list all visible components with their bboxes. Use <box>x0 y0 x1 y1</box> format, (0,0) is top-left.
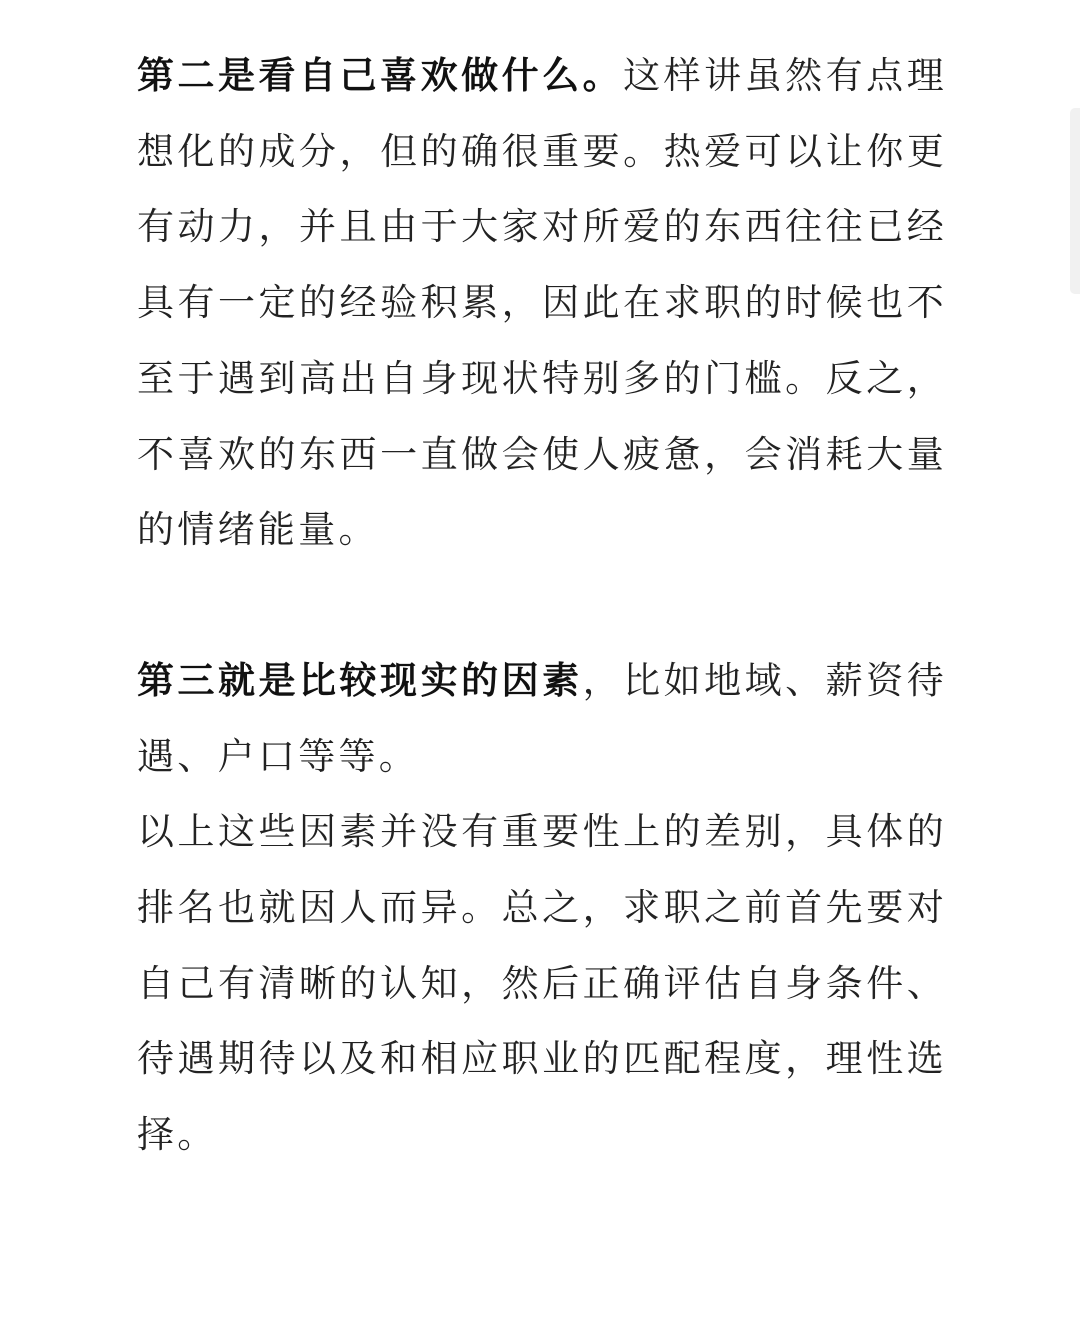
article-body <box>137 38 947 1173</box>
paragraph-lead-bold: 第三就是比较现实的因素 <box>137 658 583 702</box>
paragraph-lead-bold: 第二是看自己喜欢做什么。 <box>137 54 624 97</box>
paragraph-text: 以上这些因素并没有重要性上的差别，具体的排名也就因人而异。总之，求职之前首先要对自己有清晰的认知，然后正确评估自身条件、待遇期待以及和相应职业的匹配程度，理性选择。 <box>137 810 947 1157</box>
scrollbar-thumb[interactable] <box>1070 108 1080 294</box>
paragraph-third-point <box>137 643 947 794</box>
paragraph-spacer <box>137 568 947 643</box>
paragraph-conclusion <box>137 794 947 1173</box>
paragraph-text: ，比如地域、薪资待遇、户口等等。 <box>137 658 947 778</box>
paragraph-text: 这样讲虽然有点理想化的成分，但的确很重要。热爱可以让你更有动力，并且由于大家对所爱的东西往往已经具有一定的经验积累，因此在求职的时候也不至于遇到高出自身现状特别多的门槛。反之，不喜欢的东西一直做会使人疲惫，会消耗大量的情绪能量。 <box>137 54 947 552</box>
paragraph-second-point <box>137 38 947 568</box>
